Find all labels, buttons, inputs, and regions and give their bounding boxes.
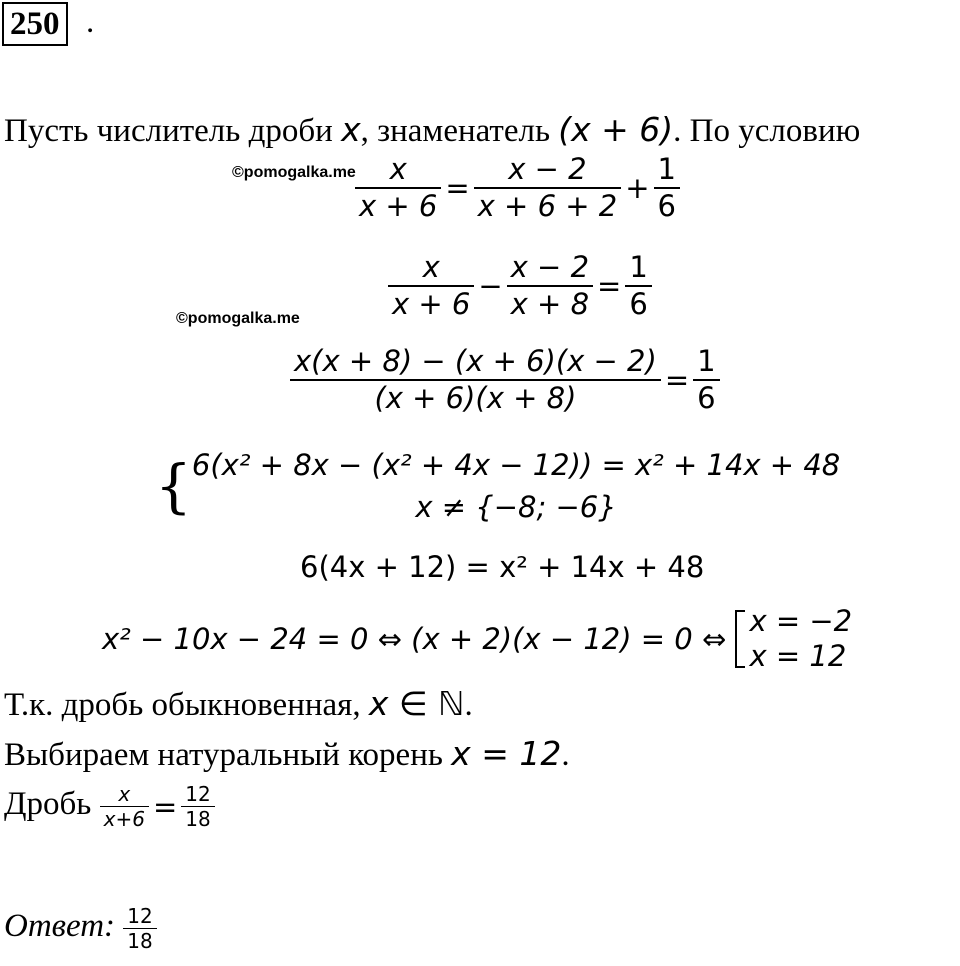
eq1-middle-fraction: $\frac{x - 2}{x + 6 + 2}$: [474, 152, 622, 224]
equation-5: [102, 604, 852, 674]
root-2: x = 12: [749, 638, 847, 673]
since-line: Т.к. дробь обыкновенная, x ∈ ℕ.: [4, 684, 473, 723]
equation-system: [155, 444, 840, 528]
root-1: x = −2: [749, 604, 853, 638]
eq1-left-fraction: $\frac{x}{x + 6}$: [355, 152, 441, 224]
watermark: ©pomogalka.me: [232, 164, 356, 181]
fraction-line: Дробь $\frac{x}{x+6}$ = $\frac{12}{18}$: [4, 782, 215, 831]
intro-text-1: Пусть числитель дроби: [4, 113, 342, 149]
eq3-fraction: $\frac{x(x + 8) - (x + 6)(x - 2)}{(x + 6)(x + 8)}$: [290, 344, 661, 416]
equation-4: 6(4x + 12) = x² + 14x + 48: [300, 550, 705, 584]
roots-bracket: [735, 610, 745, 668]
fraction-right: $\frac{12}{18}$: [181, 782, 214, 831]
intro-var: x: [341, 110, 361, 149]
eq5-expression: x² − 10x − 24 = 0 ⇔ (x + 2)(x − 12) = 0 ⇔: [102, 621, 727, 656]
intro-expr: (x + 6): [558, 110, 674, 149]
fraction-left: $\frac{x}{x+6}$: [100, 782, 149, 831]
intro-text-2: , знаменатель: [360, 113, 559, 149]
answer-label: Ответ:: [4, 907, 116, 944]
eq3-right-fraction: $\frac{1}{6}$: [693, 344, 719, 416]
choose-math: x = 12: [451, 734, 562, 773]
eq1-right-fraction: $\frac{1}{6}$: [654, 152, 680, 224]
since-math: x ∈ ℕ: [368, 684, 465, 723]
problem-number: 250: [2, 2, 68, 46]
equation-3: $\frac{x(x + 8) - (x + 6)(x - 2)}{(x + 6)(x + 8)}$ = $\frac{1}{6}$: [290, 344, 720, 416]
watermark: ©pomogalka.me: [176, 310, 300, 327]
left-brace: {: [155, 452, 192, 521]
choose-line: Выбираем натуральный корень x = 12.: [4, 734, 570, 773]
system-line-2: x ≠ {−8; −6}: [415, 490, 617, 525]
intro-text-3: . По условию: [673, 113, 861, 149]
eq2-middle-fraction: $\frac{x - 2}{x + 8}$: [507, 250, 593, 322]
system-line-1: 6(x² + 8x − (x² + 4x − 12)) = x² + 14x + 48: [191, 448, 841, 482]
intro-line: [4, 110, 860, 150]
eq2-right-fraction: $\frac{1}{6}$: [625, 250, 651, 322]
eq2-left-fraction: $\frac{x}{x + 6}$: [388, 250, 474, 322]
problem-number-dot: .: [86, 4, 95, 40]
answer-fraction: $\frac{12}{18}$: [123, 904, 156, 953]
answer-line: [4, 904, 157, 953]
equation-1: $\frac{x}{x + 6}$ = $\frac{x - 2}{x + 6 + 2}$ + $\frac{1}{6}$: [355, 152, 680, 224]
equation-2: $\frac{x}{x + 6}$ − $\frac{x - 2}{x + 8}$ = $\frac{1}{6}$: [388, 250, 652, 322]
